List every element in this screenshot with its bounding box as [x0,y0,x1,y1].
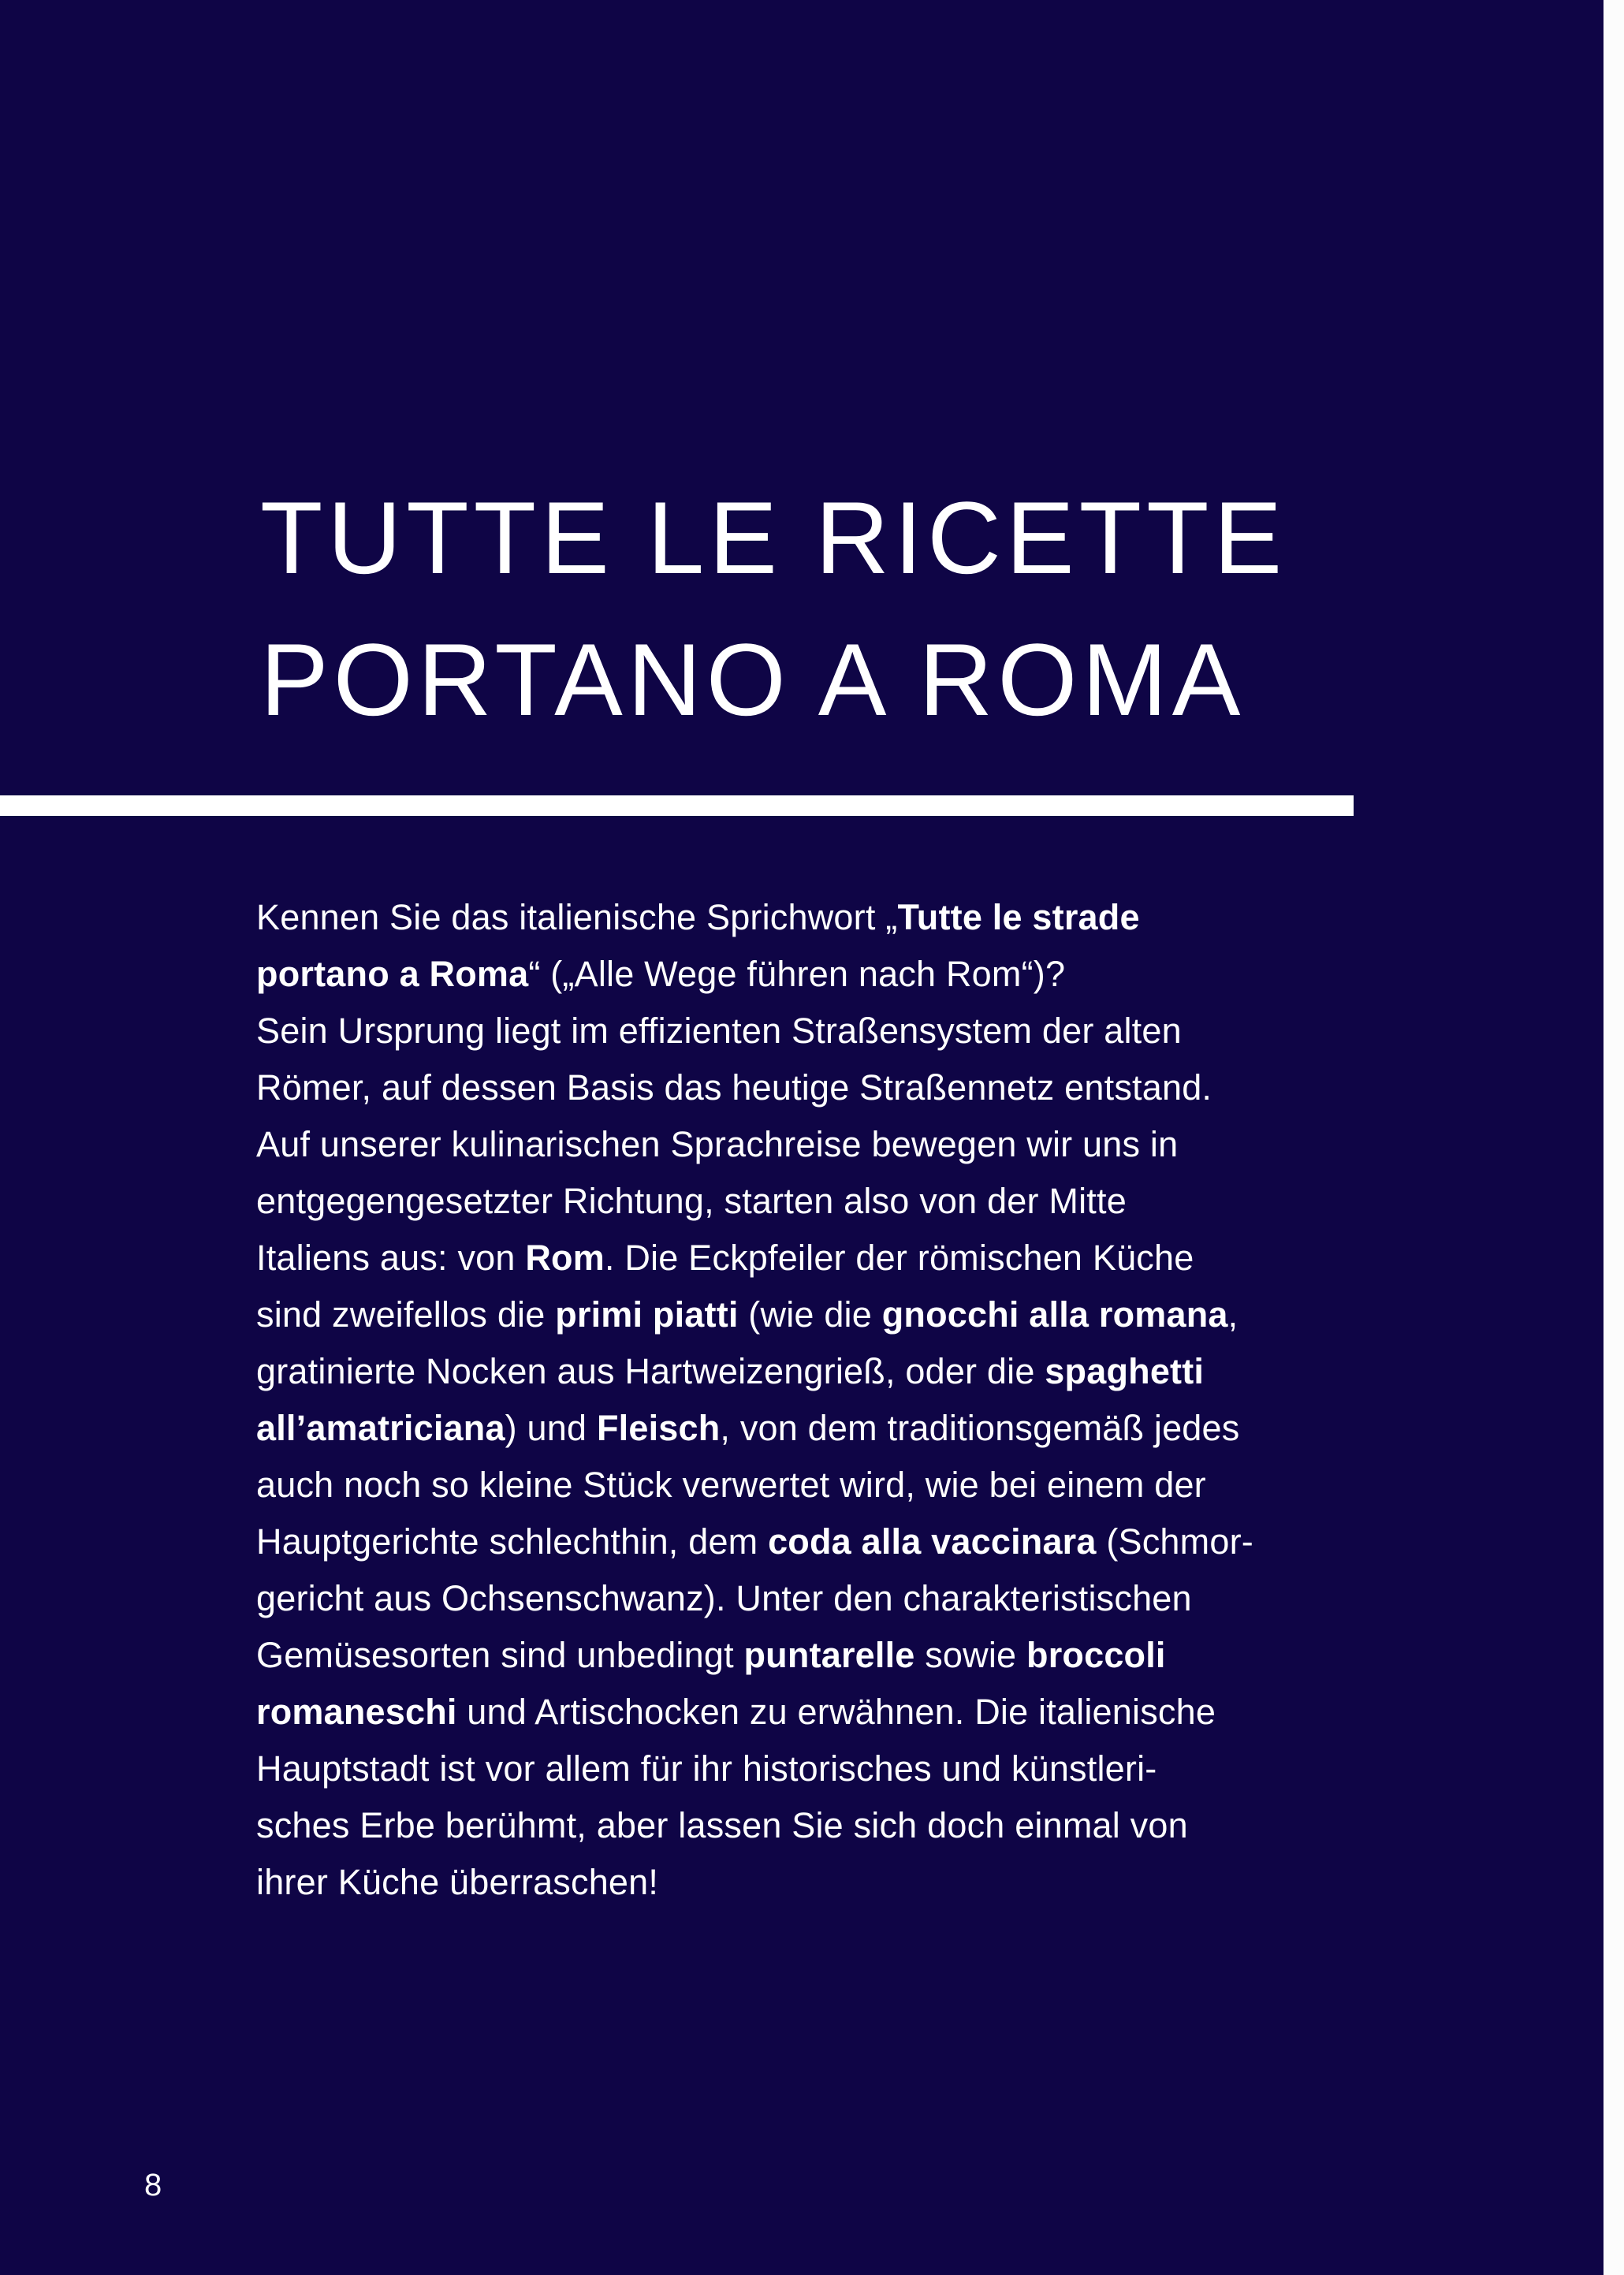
text-segment: Hauptstadt ist vor allem für ihr historisches und künstleri- [256,1748,1157,1789]
text-segment: und Artischocken zu erwähnen. Die italienische [456,1692,1216,1732]
text-segment: primi piatti [555,1294,739,1335]
text-segment: sowie [914,1635,1026,1675]
text-segment: gnocchi alla romana [881,1294,1228,1335]
text-segment: romaneschi [256,1692,457,1732]
body-paragraph [256,889,1423,1911]
text-segment: ) und [505,1408,597,1448]
text-segment: spaghetti [1045,1351,1205,1391]
body-line [256,946,1423,1003]
body-line [256,1854,1423,1911]
text-segment: Römer, auf dessen Basis das heutige Straßennetz entstand. [256,1067,1212,1108]
text-segment: portano a Roma [256,954,529,994]
page-title [260,467,1287,750]
body-line [256,1343,1423,1400]
text-segment: Gemüsesorten sind unbedingt [256,1635,744,1675]
text-segment: , von dem traditionsgemäß jedes [720,1408,1240,1448]
body-line [256,1286,1423,1343]
text-segment: sches Erbe berühmt, aber lassen Sie sich doch einmal von [256,1805,1188,1845]
text-segment: coda alla vaccinara [768,1521,1097,1562]
text-segment: Tutte le strade [897,897,1140,937]
body-line [256,1684,1423,1741]
body-line [256,889,1423,946]
text-segment: entgegengesetzter Richtung, starten also von der Mitte [256,1181,1127,1221]
page-number: 8 [144,2168,162,2202]
body-line [256,1514,1423,1570]
text-segment: Fleisch [596,1408,721,1448]
text-segment: “ („Alle Wege führen nach Rom“)? [528,954,1066,994]
text-segment: Auf unserer kulinarischen Sprachreise bewegen wir uns in [256,1124,1179,1164]
text-segment: Kennen Sie das italienische Sprichwort „ [256,897,898,937]
paper-edge-strip [1604,0,1624,2275]
text-segment: sind zweifellos die [256,1294,556,1335]
body-line [256,1457,1423,1514]
body-line [256,1741,1423,1797]
text-segment: gratinierte Nocken aus Hartweizengrieß, oder die [256,1351,1045,1391]
page-title-line-2: PORTANO A ROMA [260,622,1246,737]
text-segment: broccoli [1026,1635,1166,1675]
text-segment: (wie die [738,1294,882,1335]
body-line [256,1003,1423,1059]
text-segment: gericht aus Ochsenschwanz). Unter den charakteristischen [256,1578,1192,1618]
body-line [256,1173,1423,1230]
text-segment: Italiens aus: von [256,1238,526,1278]
text-segment: Rom [525,1238,605,1278]
body-line [256,1116,1423,1173]
text-segment: , [1227,1294,1238,1335]
body-line [256,1797,1423,1854]
text-segment: Hauptgerichte schlechthin, dem [256,1521,769,1562]
text-segment: all’amatriciana [256,1408,505,1448]
text-segment: (Schmor- [1096,1521,1253,1562]
body-line [256,1400,1423,1457]
body-line [256,1627,1423,1684]
body-line [256,1059,1423,1116]
text-segment: puntarelle [743,1635,915,1675]
text-segment: ihrer Küche überraschen! [256,1862,659,1902]
page-title-line-1: TUTTE LE RICETTE [260,480,1287,595]
text-segment: . Die Eckpfeiler der römischen Küche [604,1238,1194,1278]
body-line [256,1570,1423,1627]
text-segment: auch noch so kleine Stück verwertet wird, wie bei einem der [256,1465,1206,1505]
title-divider-rule [0,795,1354,816]
body-line [256,1230,1423,1286]
text-segment: Sein Ursprung liegt im effizienten Straßensystem der alten [256,1011,1182,1051]
